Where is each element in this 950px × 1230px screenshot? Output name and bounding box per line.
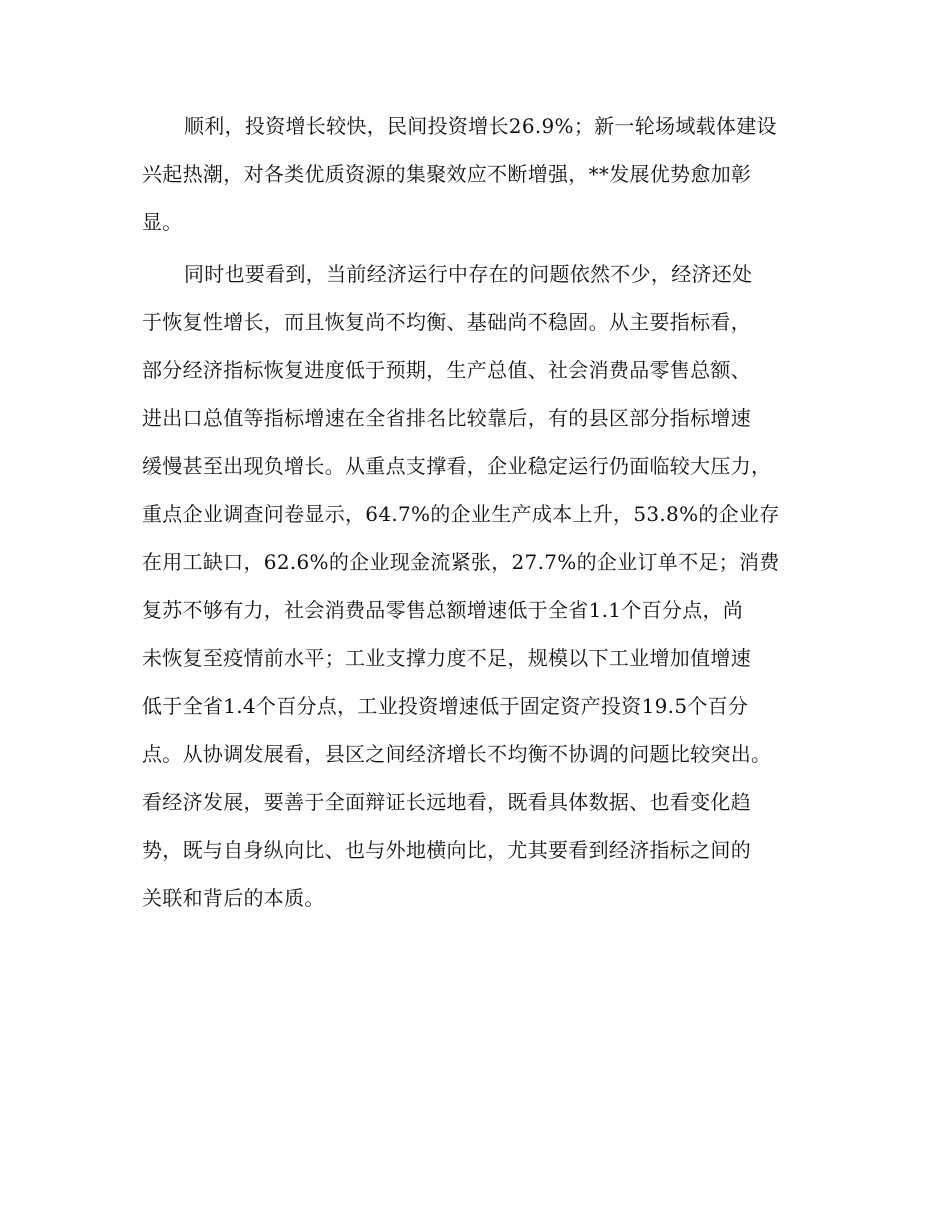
paragraph-line: 进出口总值等指标增速在全省排名比较靠后，有的县区部分指标增速: [142, 406, 751, 430]
paragraph-2: [142, 250, 812, 922]
paragraph-line: 点。从协调发展看，县区之间经济增长不均衡不协调的问题比较突出。: [142, 742, 772, 766]
paragraph-line: 关联和背后的本质。: [142, 886, 325, 910]
paragraph-line: 同时也要看到，当前经济运行中存在的问题依然不少，经济还处: [184, 262, 753, 286]
paragraph-line: 看经济发展，要善于全面辩证长远地看，既看具体数据、也看变化趋: [142, 790, 751, 814]
paragraph-line: 在用工缺口，62.6%的企业现金流紧张，27.7%的企业订单不足；消费: [142, 550, 780, 574]
paragraph-1: [142, 102, 812, 246]
paragraph-line: 缓慢甚至出现负增长。从重点支撑看，企业稳定运行仍面临较大压力，: [142, 454, 772, 478]
paragraph-line: 势，既与自身纵向比、也与外地横向比，尤其要看到经济指标之间的: [142, 838, 751, 862]
paragraph-line: 部分经济指标恢复进度低于预期，生产总值、社会消费品零售总额、: [142, 358, 751, 382]
paragraph-line: 兴起热潮，对各类优质资源的集聚效应不断增强，**发展优势愈加彰: [142, 162, 752, 186]
paragraph-line: 未恢复至疫情前水平；工业支撑力度不足，规模以下工业增加值增速: [142, 646, 751, 670]
paragraph-line: 复苏不够有力，社会消费品零售总额增速低于全省1.1个百分点，尚: [142, 598, 744, 622]
paragraph-line: 重点企业调查问卷显示，64.7%的企业生产成本上升，53.8%的企业存: [142, 502, 780, 526]
paragraph-line: 于恢复性增长，而且恢复尚不均衡、基础尚不稳固。从主要指标看，: [142, 310, 751, 334]
paragraph-line: 显。: [142, 210, 183, 234]
paragraph-line: 低于全省1.4个百分点，工业投资增速低于固定资产投资19.5个百分: [142, 694, 749, 718]
paragraph-line: 顺利，投资增长较快，民间投资增长26.9%；新一轮场域载体建设: [184, 114, 777, 138]
